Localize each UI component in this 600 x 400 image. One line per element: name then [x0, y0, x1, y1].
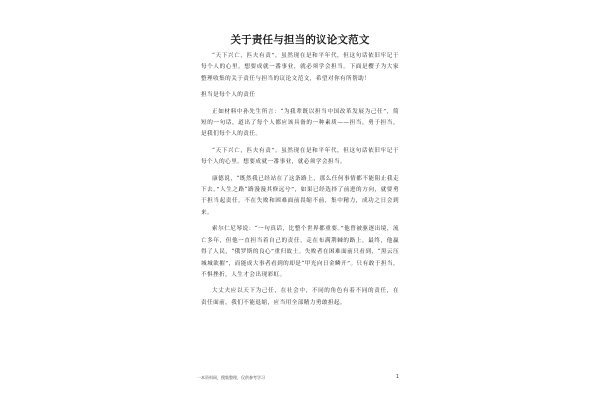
paragraph: 索尔仁尼琴说：“一句真话，比整个世界都重要。”他曾被驱逐出境，流亡多年，但他一直担当着自己的责任，走在布满荆棘的路上，最终，他赢得了人民，“俄罗斯的良心”重归故土。失败者在困难面前只看到，“黑云压城城欲摧”，而能成大事者看到的却是“甲光向日金鳞开”。只有敢于担当，不惧挫折，人生才会出现彩虹。 — [201, 226, 399, 278]
paragraph: “天下兴亡，匹夫有责”。虽然现在是和平年代，但这句话依旧牢记于每个人的心里。想要成就一番事业，就必须学会担当。 — [201, 147, 399, 166]
paragraph: 康德说，“既然我已经站在了这条路上，那么任何事情都不能阻止我走下去。”人生之路“路漫漫其修远兮”，如果已经选择了前进的方向，就要勇于担当起责任，不在失败和困难面前畏缩不前，集中精力，成功之日会到来。 — [201, 175, 399, 216]
paragraph: 大丈夫应以天下为己任，在社会中，不同的角色有着不同的责任，在责任面前，我们不能退缩，应当用全部精力勇敢担起。 — [201, 288, 399, 306]
paragraph: 正如材料中孙先生所言：“为我辈既以担当中国改革发展为己任”，简短的一句话，道出了每个人都应该具备的一种素质——担当，勇于担当，是我们每个人的责任。 — [201, 108, 399, 138]
document-title: 关于责任与担当的议论文范文 — [230, 34, 370, 46]
document-body — [201, 33, 399, 309]
section-heading: 担当是每个人的责任 — [201, 92, 256, 99]
paragraph-intro: “天下兴亡，匹夫有责”。虽然现在是和平年代，但这句话依旧牢记于每个人的心里。想要成就一番事业，就必须学会担当。下面是樱子为大家整理收集的关于责任与担当的议论文范文，希望对你有所帮助！ — [201, 53, 399, 82]
page-number: 1 — [395, 374, 399, 380]
footer-note: 一本资料网，搜集整理，仅供参考学习 — [197, 375, 265, 380]
